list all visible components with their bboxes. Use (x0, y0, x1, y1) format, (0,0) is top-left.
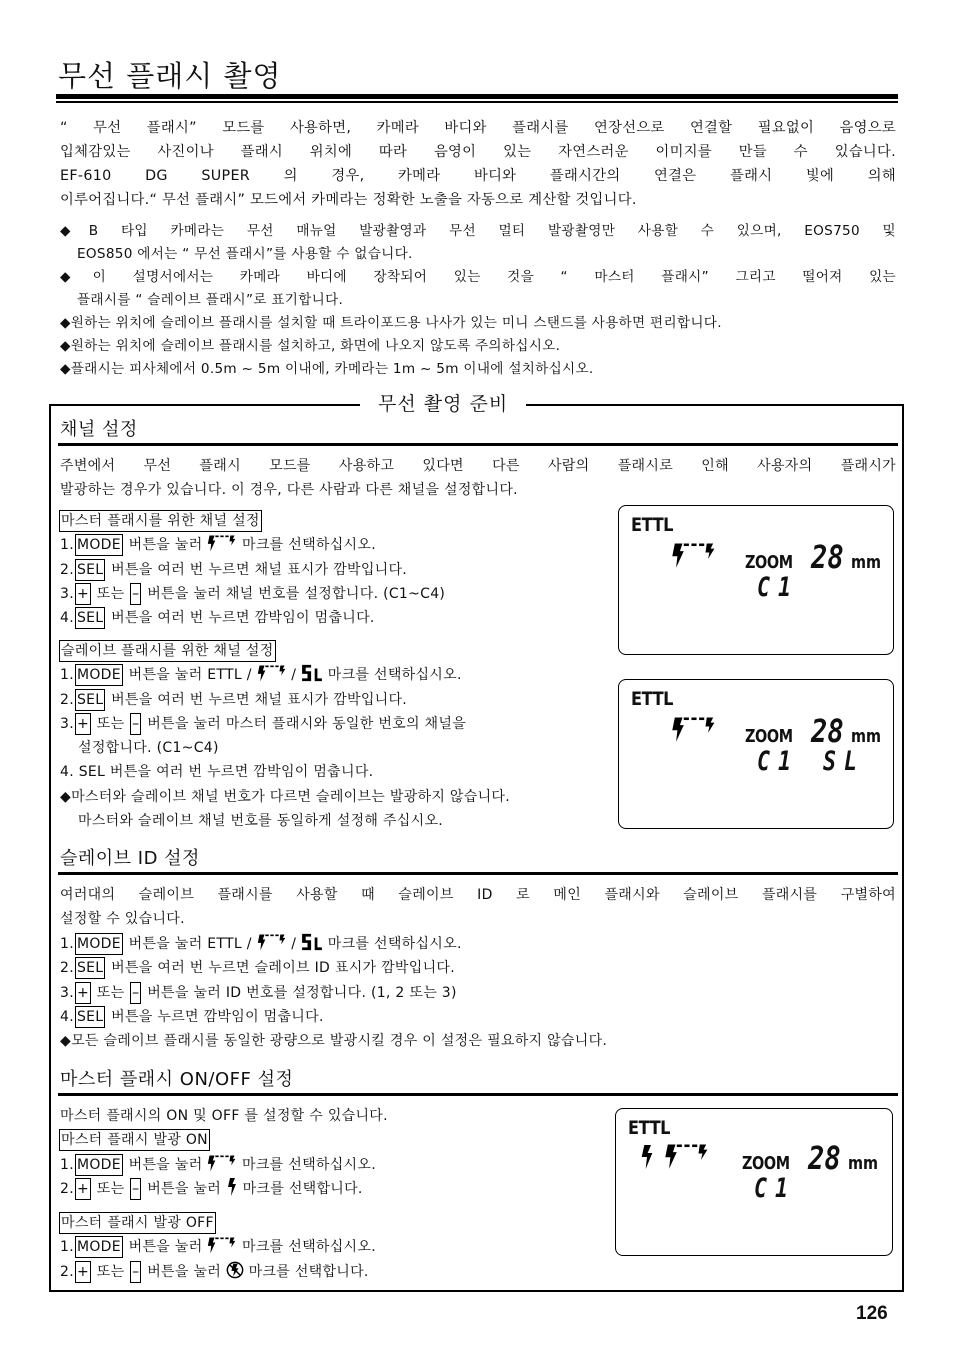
wireless-flash-master-icon (671, 542, 717, 568)
lcd-mode: ETTL (631, 514, 674, 536)
step-3: 3. + 또는 – 버튼을 눌러 ID 번호를 설정합니다. (1, 2 또는 3) (60, 981, 896, 1005)
intro-paragraph (60, 116, 896, 212)
lcd-zoom-label: ZOOM (742, 1153, 790, 1174)
slave-channel-steps (60, 639, 620, 833)
prep-box-legend: 무선 촬영 준비 (360, 389, 526, 416)
step-2: 2. SEL 버튼을 여러 번 누르면 채널 표시가 깜박입니다. (60, 558, 620, 582)
wireless-flash-master-icon (207, 534, 237, 552)
intro-line: 이루어집니다.“ 무선 플래시” 모드에서 카메라는 정확한 노출을 자동으로 계산할 것입니다. (60, 192, 637, 208)
plus-key: + (75, 583, 91, 605)
lcd-mm-unit: mm (848, 1153, 879, 1174)
page-title: 무선 플래시 촬영 (58, 59, 282, 93)
mode-key: MODE (75, 664, 123, 686)
wireless-flash-master-icon (257, 664, 287, 682)
flash-on-icon (640, 1145, 654, 1169)
section-rule (58, 443, 898, 446)
lcd-display-slave-channel (618, 679, 894, 829)
lcd-mm-unit: mm (851, 552, 882, 573)
lcd-focal-length: 28 (811, 712, 844, 750)
sel-key: SEL (75, 689, 105, 711)
lcd-focal-length: 28 (811, 538, 844, 576)
step-1: 1. MODE 버튼을 눌러 마크를 선택하십시오. (60, 1153, 600, 1177)
lcd-mode: ETTL (631, 688, 674, 710)
note-item: ◆플래시는 피사체에서 0.5m ~ 5m 이내에, 카메라는 1m ~ 5m 이내에 설치하십시오. (60, 361, 594, 377)
section-rule (58, 872, 898, 875)
minus-key: – (130, 583, 141, 605)
lcd-channel: C1 (754, 1173, 797, 1204)
master-channel-heading: 마스터 플래시를 위한 채널 설정 (59, 510, 262, 532)
note-item: ◆원하는 위치에 슬레이브 플래시를 설치하고, 화면에 나오지 않도록 주의하십시오. (60, 338, 561, 354)
minus-key: – (130, 713, 141, 735)
step-3-cont: 설정합니다. (C1~C4) (78, 740, 219, 757)
master-channel-steps (60, 509, 620, 630)
sel-key: SEL (75, 607, 105, 629)
mode-key: MODE (75, 933, 123, 955)
channel-description: 주변에서 무선 플래시 모드를 사용하고 있다면 다른 사람의 플래시로 인해 사용자의 플래시가 발광하는 경우가 있습니다. 이 경우, 다른 사람과 다른 채널을 설정합니다. (60, 458, 896, 498)
step-1: 1. MODE 버튼을 눌러 ETTL / / 마크를 선택하십시오. (60, 663, 620, 687)
plus-key: + (75, 1261, 91, 1283)
section-title-slave-id: 슬레이브 ID 설정 (60, 848, 200, 869)
note-item: ◆원하는 위치에 슬레이브 플래시를 설치할 때 트라이포드용 나사가 있는 미니 스탠드를 사용하면 편리합니다. (60, 315, 722, 331)
slave-note: ◆마스터와 슬레이브 채널 번호가 다르면 슬레이브는 발광하지 않습니다. (60, 788, 510, 805)
minus-key: – (130, 1261, 141, 1283)
step-2: 2. + 또는 – 버튼을 눌러 마크를 선택합니다. (60, 1260, 600, 1284)
master-on-heading: 마스터 플래시 발광 ON (59, 1129, 210, 1151)
lcd-display-master-channel (618, 505, 894, 655)
plus-key: + (75, 1178, 91, 1200)
plus-key: + (75, 982, 91, 1004)
step-3: 3. + 또는 – 버튼을 눌러 채널 번호를 설정합니다. (C1~C4) (60, 582, 620, 606)
sel-key: SEL (75, 559, 105, 581)
wireless-flash-master-icon (257, 933, 287, 951)
step-1: 1. MODE 버튼을 눌러 ETTL / / 마크를 선택하십시오. (60, 932, 896, 956)
mode-key: MODE (75, 1154, 123, 1176)
lcd-slave-indicator: SL (823, 746, 866, 777)
flash-off-icon (226, 1261, 244, 1279)
flash-on-icon (226, 1178, 238, 1196)
section-title-master-onoff: 마스터 플래시 ON/OFF 설정 (60, 1069, 294, 1090)
slave-sl-icon (301, 933, 323, 951)
mode-key: MODE (75, 534, 123, 556)
minus-key: – (130, 1178, 141, 1200)
slave-id-content: 여러대의 슬레이브 플래시를 사용할 때 슬레이브 ID 로 메인 플래시와 슬레이브 플래시를 구별하여 설정할 수 있습니다. 1. MODE 버튼을 눌러 ETTL / / 마크를 선택하십시오. 2. SEL 버튼을 여러 번 누르면 슬레이브 ID 표시가 깜박입니다. 3. + 또는 – 버튼을 눌러 ID 번호를 설정합니다. (1, 2 또는 3) 4. SEL 버튼을 누르면 깜박임이 멈춥니다. ◆모든 슬레이브 플래시를 동일한 광량으로 발광시킬 경우 이 설정은 필요하지 않습니다. (60, 883, 896, 1054)
step-1: 1. MODE 버튼을 눌러 마크를 선택하십시오. (60, 1235, 600, 1259)
step-2: 2. + 또는 – 버튼을 눌러 마크를 선택합니다. (60, 1177, 600, 1201)
section-rule (58, 1093, 898, 1096)
slave-channel-heading: 슬레이브 플래시를 위한 채널 설정 (59, 640, 276, 662)
sel-key: SEL (75, 1006, 105, 1028)
lcd-zoom-label: ZOOM (745, 726, 793, 747)
lcd-channel: C1 (757, 572, 800, 603)
wireless-flash-master-icon (207, 1236, 237, 1254)
lcd-focal-length: 28 (808, 1139, 841, 1177)
step-3: 3. + 또는 – 버튼을 눌러 마스터 플래시와 동일한 번호의 채널을 (60, 712, 620, 736)
minus-key: – (130, 982, 141, 1004)
intro-line: EF-610 DG SUPER 의 경우, 카메라 바디와 플래시간의 연결은 플래시 빛에 의해 (60, 168, 896, 184)
wireless-flash-master-icon (664, 1143, 710, 1169)
title-rule-thin (56, 101, 898, 103)
master-onoff-content: 마스터 플래시의 ON 및 OFF 를 설정할 수 있습니다. 마스터 플래시 발광 ON 1. MODE 버튼을 눌러 마크를 선택하십시오. 2. + 또는 – 버튼을 눌러 마크를 선택합니다. 마스터 플래시 발광 OFF 1. MODE 버튼을 눌러 마크를 선택하십시오. 2. + 또는 – 버튼을 눌러 마크를 선택합니다. (60, 1104, 600, 1284)
lcd-display-master-onoff (615, 1108, 893, 1256)
wireless-flash-master-icon (207, 1154, 237, 1172)
sel-key: SEL (75, 957, 105, 979)
intro-line: 입체감있는 사진이나 플래시 위치에 따라 음영이 있는 자연스러운 이미지를 만들 수 있습니다. (60, 144, 896, 160)
step-4: 4. SEL 버튼을 여러 번 누르면 깜박임이 멈춥니다. (60, 764, 374, 781)
slave-note-cont: 마스터와 슬레이브 채널 번호를 동일하게 설정해 주십시오. (78, 813, 444, 830)
lcd-zoom-label: ZOOM (745, 552, 793, 573)
step-2: 2. SEL 버튼을 여러 번 누르면 슬레이브 ID 표시가 깜박입니다. (60, 956, 896, 980)
step-4: 4. SEL 버튼을 누르면 깜박임이 멈춥니다. (60, 1005, 896, 1029)
title-rule-thick (56, 94, 898, 99)
master-off-heading: 마스터 플래시 발광 OFF (59, 1212, 216, 1234)
note-item: ◆이 설명서에서는 카메라 바디에 장착되어 있는 것을 “ 마스터 플래시” 그리고 떨어져 있는 플래시를 “ 슬레이브 플래시”로 표기합니다. (60, 269, 896, 308)
step-4: 4. SEL 버튼을 여러 번 누르면 깜박임이 멈춥니다. (60, 606, 620, 630)
intro-line: “ 무선 플래시” 모드를 사용하면, 카메라 바디와 플래시를 연장선으로 연결할 필요없이 음영으로 (60, 120, 896, 136)
note-item: ◆B 타입 카메라는 무선 매뉴얼 발광촬영과 무선 멀티 발광촬영만 사용할 수 있으며, EOS750 및 EOS850 에서는 “ 무선 플래시”를 사용할 수 없습니다. (60, 223, 896, 262)
lcd-mm-unit: mm (851, 726, 882, 747)
section-title-channel: 채널 설정 (60, 419, 138, 440)
notes-list (60, 220, 896, 381)
step-1: 1. MODE 버튼을 눌러 마크를 선택하십시오. (60, 533, 620, 557)
lcd-channel: C1 (757, 746, 800, 777)
mode-key: MODE (75, 1236, 123, 1258)
slave-id-note: ◆모든 슬레이브 플래시를 동일한 광량으로 발광시킬 경우 이 설정은 필요하지 않습니다. (60, 1033, 608, 1050)
plus-key: + (75, 713, 91, 735)
slave-sl-icon (301, 664, 323, 682)
lcd-mode: ETTL (628, 1117, 671, 1139)
step-2: 2. SEL 버튼을 여러 번 누르면 채널 표시가 깜박입니다. (60, 688, 620, 712)
wireless-flash-master-icon (671, 716, 717, 742)
page-number: 126 (856, 1303, 888, 1324)
